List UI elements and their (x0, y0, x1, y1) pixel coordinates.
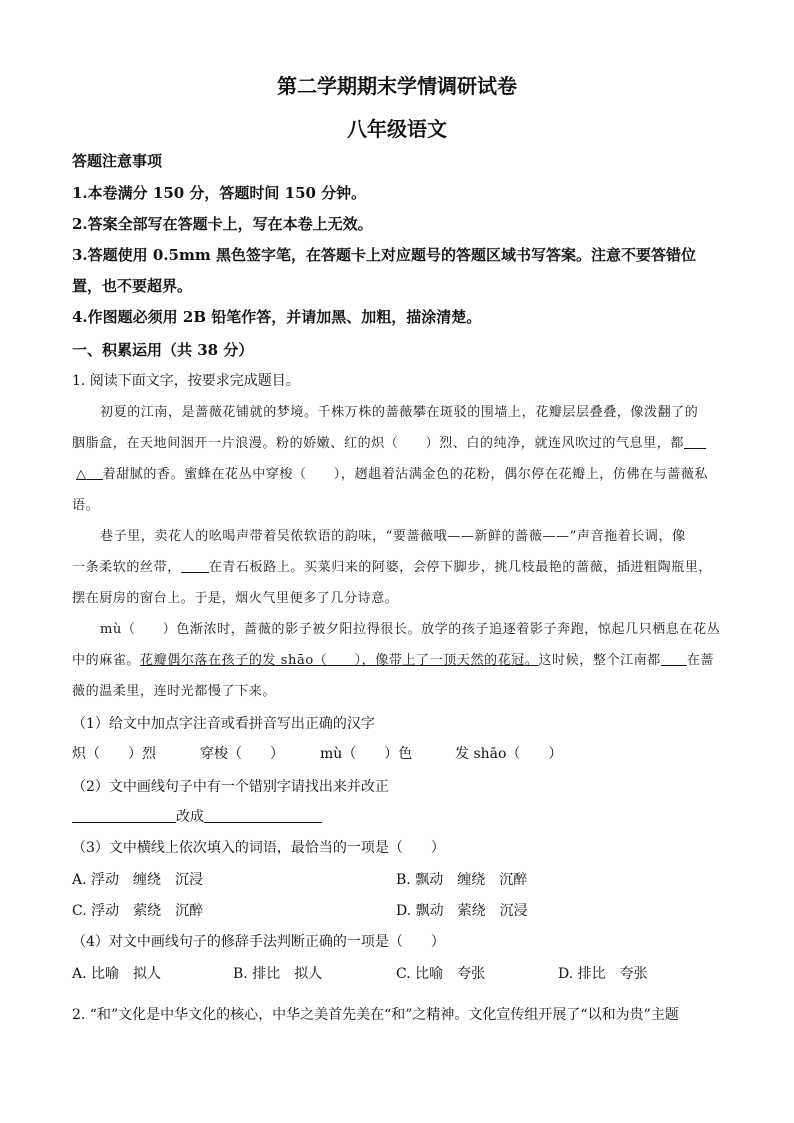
passage-p3-line2 (72, 649, 714, 668)
passage-p3-line3: 薇的温柔里，连时光都慢了下来。 (72, 684, 277, 699)
passage-p1-line4: 语。 (72, 498, 100, 513)
answer-blank (87, 465, 103, 480)
passage-p3-line2-a: 中的麻雀。 (72, 653, 141, 668)
exam-title: 第二学期期末学情调研试卷 (277, 74, 517, 98)
passage-p3-line1: mù（ ）色渐浓时，蔷薇的影子被夕阳拉得很长。放学的孩子追逐着影子奔跑，惊起几只栖息在花丛 (100, 622, 721, 637)
passage-p3-line2-c: 在蔷 (686, 653, 715, 668)
passage-p3-line2-b: 这时候，整个江南都 (538, 653, 661, 668)
passage-p1-line3-text: 着甜腻的香。蜜蜂在花丛中穿梭（ ），趔趄着沾满金色的花粉，偶尔停在花瓣上，仿佛在与蔷薇私 (102, 467, 709, 482)
passage-p2-line3: 摆在厨房的窗台上。于是，烟火气里便多了几分诗意。 (72, 591, 399, 606)
passage-p1-line2-text: 胭脂盒，在天地间洇开一片浪漫。粉的娇嫩、红的炽（ ）烈、白的纯净，就连风吹过的气息里，都 (72, 436, 685, 451)
triangle-mark: △ (76, 467, 87, 482)
sub2-change-to: 改成 (176, 809, 204, 825)
sub4-option-a[interactable]: A. 比喻 拟人 (72, 966, 162, 982)
notice-item-3-cont: 置，也不要超界。 (72, 277, 193, 295)
sub-question-1: （1）给文中加点字注音或看拼音写出正确的汉字 (72, 716, 375, 732)
passage-p1-line1: 初夏的江南，是蔷薇花铺就的梦境。千株万株的蔷薇攀在斑驳的围墙上，花瓣层层叠叠，像泼翻了的 (100, 405, 699, 420)
answer-blank (661, 651, 687, 666)
underlined-sentence: 花瓣偶尔落在孩子的发 shāo（ ），像带上了一顶天然的花冠。 (140, 653, 539, 668)
answer-blank[interactable] (72, 808, 176, 823)
notice-item-2: 2.答案全部写在答题卡上，写在本卷上无效。 (72, 215, 373, 233)
sub-question-4: （4）对文中画线句子的修辞手法判断正确的一项是（ ） (72, 934, 445, 950)
answer-blank (684, 434, 706, 449)
sub4-option-d[interactable]: D. 排比 夸张 (558, 966, 648, 982)
sub4-option-c[interactable]: C. 比喻 夸张 (396, 966, 486, 982)
sub3-option-a[interactable]: A. 浮动 缠绕 沉浸 (72, 872, 204, 888)
sub1-item-3: mù（ ）色 (320, 746, 413, 762)
notice-item-3: 3.答题使用 0.5mm 黑色签字笔，在答题卡上对应题号的答题区域书写答案。注意不要答错位 (72, 246, 696, 264)
question-1-stem: 1. 阅读下面文字，按要求完成题目。 (72, 373, 300, 389)
passage-p2-line1: 巷子里，卖花人的吆喝声带着吴侬软语的韵味，“要蔷薇哦——新鲜的蔷薇——”声音拖着长调，像 (100, 529, 686, 544)
passage-p2-line2 (72, 556, 712, 575)
sub-question-3: （3）文中横线上依次填入的词语，最恰当的一项是（ ） (72, 840, 445, 856)
sub3-option-d[interactable]: D. 飘动 萦绕 沉浸 (396, 903, 528, 919)
passage-p2-line2-a: 一条柔软的丝带， (72, 560, 181, 575)
passage-p1-line3 (72, 463, 708, 482)
passage-p2-line2-b: 在青石板路上。买菜归来的阿婆，会停下脚步，挑几枝最艳的蔷薇，插进粗陶瓶里， (208, 560, 713, 575)
notice-heading: 答题注意事项 (72, 152, 163, 170)
passage-p1-line2 (72, 432, 706, 451)
notice-item-4: 4.作图题必须用 2B 铅笔作答，并请加黑、加粗，描涂清楚。 (72, 308, 482, 326)
sub-question-2: （2）文中画线句子中有一个错别字请找出来并改正 (72, 779, 389, 795)
answer-blank[interactable] (204, 808, 322, 823)
question-2-stem: 2. “和”文化是中华文化的核心，中华之美首先美在“和”之精神。文化宣传组开展了“以和为贵”主题 (72, 1007, 679, 1023)
notice-item-1: 1.本卷满分 150 分，答题时间 150 分钟。 (72, 184, 367, 202)
exam-subtitle: 八年级语文 (347, 117, 447, 141)
sub1-item-1: 炽（ ）烈 (72, 746, 156, 762)
sub2-answer-line (72, 806, 322, 826)
section-heading: 一、积累运用（共 38 分） (72, 341, 254, 359)
sub1-item-2: 穿梭（ ） (200, 746, 284, 762)
sub1-item-4: 发 shāo（ ） (455, 746, 563, 762)
answer-blank (181, 558, 209, 573)
sub3-option-c[interactable]: C. 浮动 萦绕 沉醉 (72, 903, 204, 919)
sub4-option-b[interactable]: B. 排比 拟人 (233, 966, 323, 982)
sub3-option-b[interactable]: B. 飘动 缠绕 沉醉 (396, 872, 528, 888)
